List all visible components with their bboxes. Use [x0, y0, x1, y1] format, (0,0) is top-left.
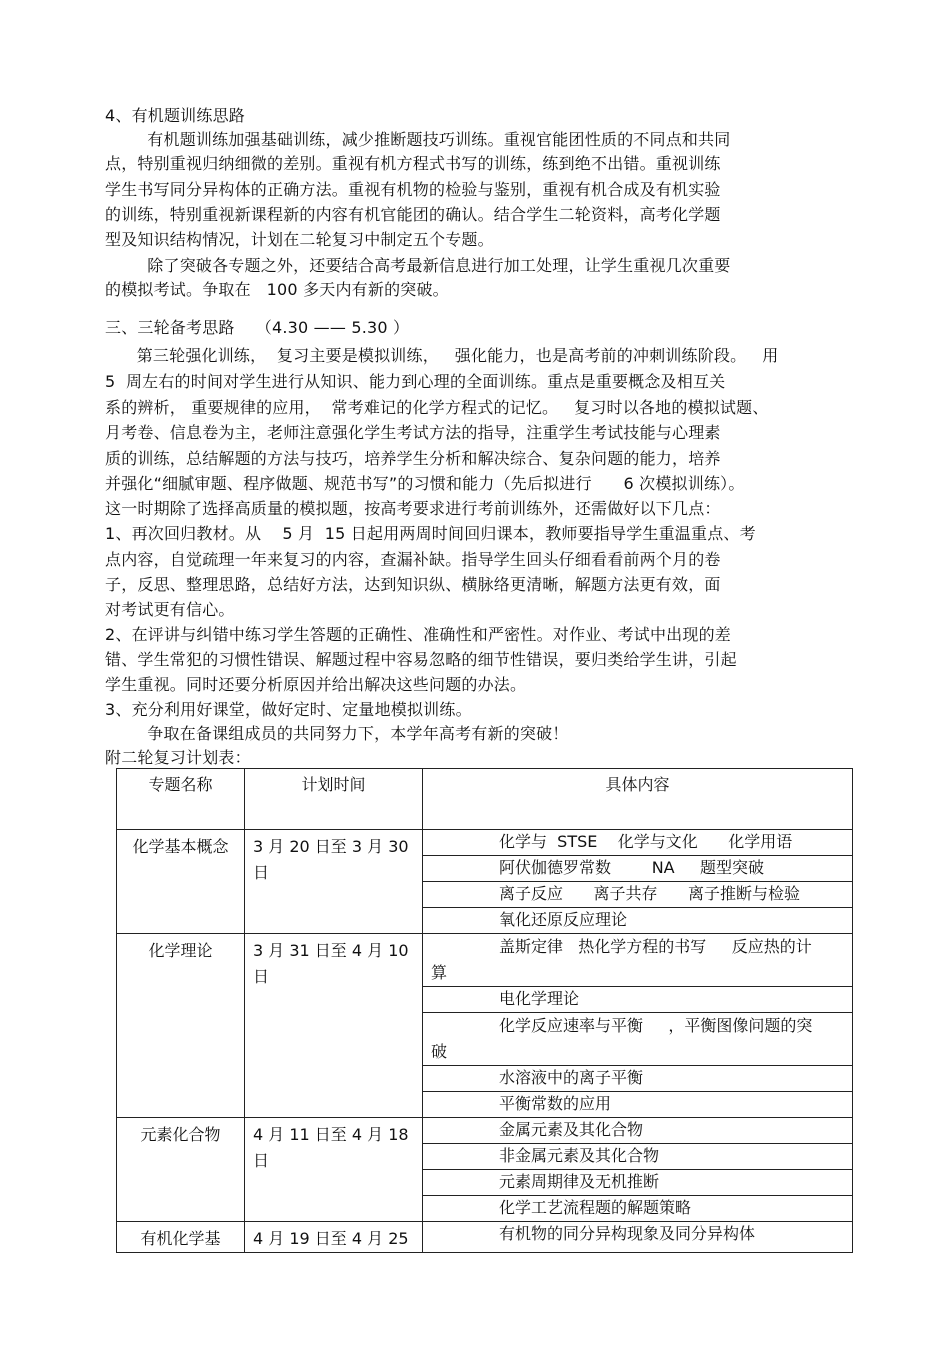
- table-row: [117, 1222, 853, 1253]
- content-item-text: 水溶液中的离子平衡: [499, 1068, 644, 1087]
- content-item: [423, 1066, 853, 1092]
- text-line: 质的训练，总结解题的方法与技巧，培养学生分析和解决综合、复杂问题的能力，培养: [105, 449, 721, 468]
- content-item: [423, 1222, 853, 1253]
- text-line: 型及知识结构情况，计划在二轮复习中制定五个专题。: [105, 230, 494, 249]
- text-line: 子，反思、整理思路，总结好方法，达到知识纵、横脉络更清晰，解题方法更有效，面: [105, 575, 721, 594]
- content-item-text: 阿伏伽德罗常数 NA 题型突破: [499, 858, 765, 877]
- content-item: [423, 830, 853, 856]
- topic-name: 化学基本概念: [117, 830, 245, 934]
- content-item: [423, 987, 853, 1013]
- content-item: [423, 1144, 853, 1170]
- text-line: 第三轮强化训练， 复习主要是模拟训练， 强化能力，也是高考前的冲刺训练阶段。 用: [105, 346, 779, 365]
- table-row: [117, 830, 853, 856]
- text-line: 并强化“细腻审题、程序做题、规范书写”的习惯和能力（先后拟进行 6 次模拟训练）。: [105, 474, 745, 493]
- text-line: 学生书写同分异构体的正确方法。重视有机物的检验与鉴别，重视有机合成及有机实验: [105, 180, 721, 199]
- content-item: [423, 856, 853, 882]
- text-line: 1、再次回归教材。从 5 月 15 日起用两周时间回归课本，教师要指导学生重温重点、考: [105, 524, 756, 543]
- content-item-text: 化学反应速率与平衡 ，平衡图像问题的突: [499, 1016, 813, 1035]
- table-header-name: 专题名称: [117, 769, 245, 830]
- text-line: 2、在评讲与纠错中练习学生答题的正确性、准确性和严密性。对作业、考试中出现的差: [105, 625, 731, 644]
- table-header-content: 具体内容: [423, 769, 853, 830]
- plan-time: 3 月 31 日至 4 月 10 日: [245, 934, 423, 1118]
- text-line: 争取在备课组成员的共同努力下，本学年高考有新的突破！: [105, 724, 569, 743]
- table-row: [117, 934, 853, 987]
- content-item-continuation: 破: [431, 1042, 448, 1061]
- text-line: 的模拟考试。争取在 100 多天内有新的突破。: [105, 280, 449, 299]
- content-item: [423, 1170, 853, 1196]
- text-line: 除了突破各专题之外，还要结合高考最新信息进行加工处理，让学生重视几次重要: [105, 256, 731, 275]
- content-item: [423, 1196, 853, 1222]
- content-item-text: 金属元素及其化合物: [499, 1120, 644, 1139]
- content-item: [423, 1118, 853, 1144]
- text-line: 错、学生常犯的习惯性错误、解题过程中容易忽略的细节性错误，要归类给学生讲，引起: [105, 650, 737, 669]
- content-item-text: 化学与 STSE 化学与文化 化学用语: [499, 832, 793, 851]
- content-item: [423, 1092, 853, 1118]
- content-item: [423, 1013, 853, 1066]
- text-line: 有机题训练加强基础训练，减少推断题技巧训练。重视官能团性质的不同点和共同: [105, 130, 731, 149]
- table-header-time: 计划时间: [245, 769, 423, 830]
- plan-time: 4 月 19 日至 4 月 25: [245, 1222, 423, 1253]
- topic-name: 化学理论: [117, 934, 245, 1118]
- content-item-text: 有机物的同分异构现象及同分异构体: [499, 1224, 756, 1243]
- content-item-text: 离子反应 离子共存 离子推断与检验: [499, 884, 801, 903]
- topic-name: 有机化学基: [117, 1222, 245, 1253]
- content-item-text: 化学工艺流程题的解题策略: [499, 1198, 692, 1217]
- text-line: 点，特别重视归纳细微的差别。重视有机方程式书写的训练，练到绝不出错。重视训练: [105, 154, 721, 173]
- content-item: [423, 908, 853, 934]
- text-line: 月考卷、信息卷为主，老师注意强化学生考试方法的指导，注重学生考试技能与心理素: [105, 423, 721, 442]
- section-heading: 三、三轮备考思路 （4.30 —— 5.30 ）: [105, 318, 410, 337]
- topic-name: 元素化合物: [117, 1118, 245, 1222]
- plan-time: 4 月 11 日至 4 月 18 日: [245, 1118, 423, 1222]
- content-item-text: 氧化还原反应理论: [499, 910, 628, 929]
- text-line: 的训练，特别重视新课程新的内容有机官能团的确认。结合学生二轮资料，高考化学题: [105, 205, 721, 224]
- text-line: 这一时期除了选择高质量的模拟题，按高考要求进行考前训练外，还需做好以下几点：: [105, 499, 721, 518]
- content-item-text: 非金属元素及其化合物: [499, 1146, 660, 1165]
- review-plan-table: [116, 768, 853, 1253]
- content-item: [423, 934, 853, 987]
- text-line: 附二轮复习计划表：: [105, 748, 251, 767]
- text-line: 点内容，自觉疏理一年来复习的内容，查漏补缺。指导学生回头仔细看看前两个月的卷: [105, 550, 721, 569]
- content-item-continuation: 算: [431, 963, 448, 982]
- content-item-text: 电化学理论: [499, 989, 580, 1008]
- section-heading: 4、有机题训练思路: [105, 106, 245, 125]
- content-item-text: 盖斯定律 热化学方程的书写 反应热的计: [499, 937, 812, 956]
- text-line: 对考试更有信心。: [105, 600, 235, 619]
- content-item-text: 平衡常数的应用: [499, 1094, 612, 1113]
- text-line: 3、充分利用好课堂，做好定时、定量地模拟训练。: [105, 700, 472, 719]
- content-item: [423, 882, 853, 908]
- text-line: 学生重视。同时还要分析原因并给出解决这些问题的办法。: [105, 675, 527, 694]
- table-row: [117, 1118, 853, 1144]
- text-line: 系的辨析， 重要规律的应用， 常考难记的化学方程式的记忆。 复习时以各地的模拟试题、: [105, 398, 769, 417]
- text-line: 5 周左右的时间对学生进行从知识、能力到心理的全面训练。重点是重要概念及相互关: [105, 372, 726, 391]
- plan-time: 3 月 20 日至 3 月 30 日: [245, 830, 423, 934]
- content-item-text: 元素周期律及无机推断: [499, 1172, 660, 1191]
